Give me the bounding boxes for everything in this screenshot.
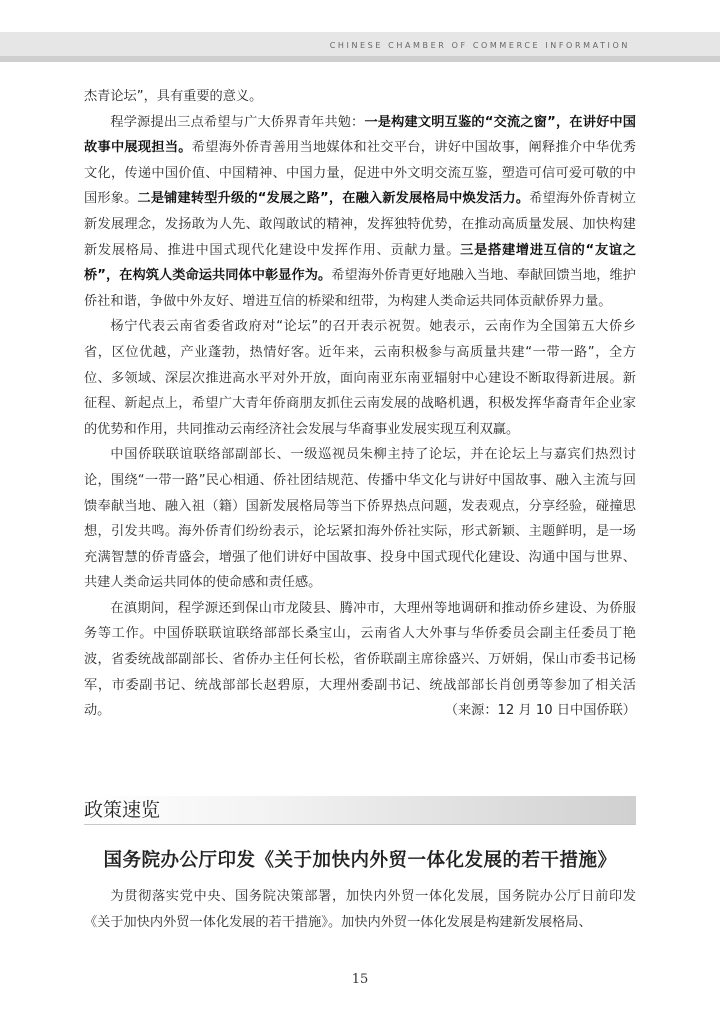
policy-article-title: 国务院办公厅印发《关于加快内外贸一体化发展的若干措施》	[103, 850, 617, 871]
paragraph-three-hopes	[84, 110, 636, 315]
section-divider	[84, 824, 636, 825]
bold-point-three: 三是搭建增进互信的“友谊之桥”，在构筑人类命运共同体中彰显作为。	[84, 242, 637, 284]
paragraph-continuation: 杰青论坛”，具有重要的意义。	[84, 89, 263, 104]
section-bar	[84, 796, 636, 824]
bold-point-one: 一是构建文明互鉴的“交流之窗”，在讲好中国故事中展现担当。	[84, 114, 636, 156]
running-header: CHINESE CHAMBER OF COMMERCE INFORMATION	[329, 41, 630, 50]
article-body	[84, 84, 636, 724]
policy-intro	[84, 884, 636, 935]
source-note: （来源：12 月 10 日中国侨联）	[444, 703, 636, 719]
paragraph-policy-intro: 为贯彻落实党中央、国务院决策部署，加快内外贸一体化发展，国务院办公厅日前印发《关于加快内外贸一体化发展的若干措施》。加快内外贸一体化发展是构建新发展格局、	[84, 889, 636, 930]
text-span: 希望海外侨青更好地融入当地、奉献回馈当地，维护侨社和谐，争做中外友好、增进互信的桥梁和纽带，为构建人类命运共同体贡献侨界力量。	[84, 268, 636, 309]
text-span: 希望海外侨青树立新发展理念，发扬敢为人先、敢闯敢试的精神，发挥独特优势，在推动高质量发展、加快构建新发展格局、推进中国式现代化建设中发挥作用、贡献力量。	[84, 191, 637, 258]
text-span: 在滇期间，程学源还到保山市龙陵县、腾冲市，大理州等地调研和推动侨乡建设、为侨服务等工作。中国侨联联谊联络部部长桑宝山，云南省人大外事与华侨委员会副主任委员丁艳波，省委统战部副部长、省侨办主任何长松，省侨联副主席徐盛兴、万妍娟，保山市委书记杨军，市委副书记、统战部部长赵碧原，大理州委副书记、统战部部长肖创勇等参加了相关活动。	[84, 600, 636, 719]
header-band-shadow	[0, 56, 720, 62]
bold-point-two: 二是铺建转型升级的“发展之路”，在融入新发展格局中焕发活力。	[137, 191, 530, 207]
text-span: 希望海外侨青善用当地媒体和社交平台，讲好中国故事，阐释推介中华优秀文化，传递中国价值、中国精神、中国力量，促进中外文明交流互鉴，塑造可信可爱可敬的中国形象。	[84, 140, 637, 207]
paragraph-yunnan-visit	[84, 596, 636, 724]
paragraph-yang-ning: 杨宁代表云南省委省政府对“论坛”的召开表示祝贺。她表示，云南作为全国第五大侨乡省，区位优越，产业蓬勃，热情好客。近年来，云南积极参与高质量共建“一带一路”，全方位、多领域、深层次推进高水平对外开放，面向南亚东南亚辐射中心建设不断取得新进展。新征程、新起点上，希望广大青年侨商朋友抓住云南发展的战略机遇，积极发挥华裔青年企业家的优势和作用，共同推动云南经济社会发展与华裔事业发展实现互利双赢。	[84, 319, 636, 437]
paragraph-forum-discussion: 中国侨联联谊联络部副部长、一级巡视员朱柳主持了论坛，并在论坛上与嘉宾们热烈讨论，围绕“一带一路”民心相通、侨社团结规范、传播中华文化与讲好中国故事、融入主流与回馈奉献当地、融入祖（籍）国新发展格局等当下侨界热点问题，发表观点，分享经验，碰撞思想，引发共鸣。海外侨青们纷纷表示，论坛紧扣海外侨社实际，形式新颖、主题鲜明，是一场充满智慧的侨青盛会，增强了他们讲好中国故事、投身中国式现代化建设、沟通中国与世界、共建人类命运共同体的使命感和责任感。	[84, 447, 636, 591]
section-title: 政策速览	[84, 799, 161, 821]
text-span: 程学源提出三点希望与广大侨界青年共勉：	[110, 114, 365, 130]
page-number: 15	[351, 972, 369, 987]
